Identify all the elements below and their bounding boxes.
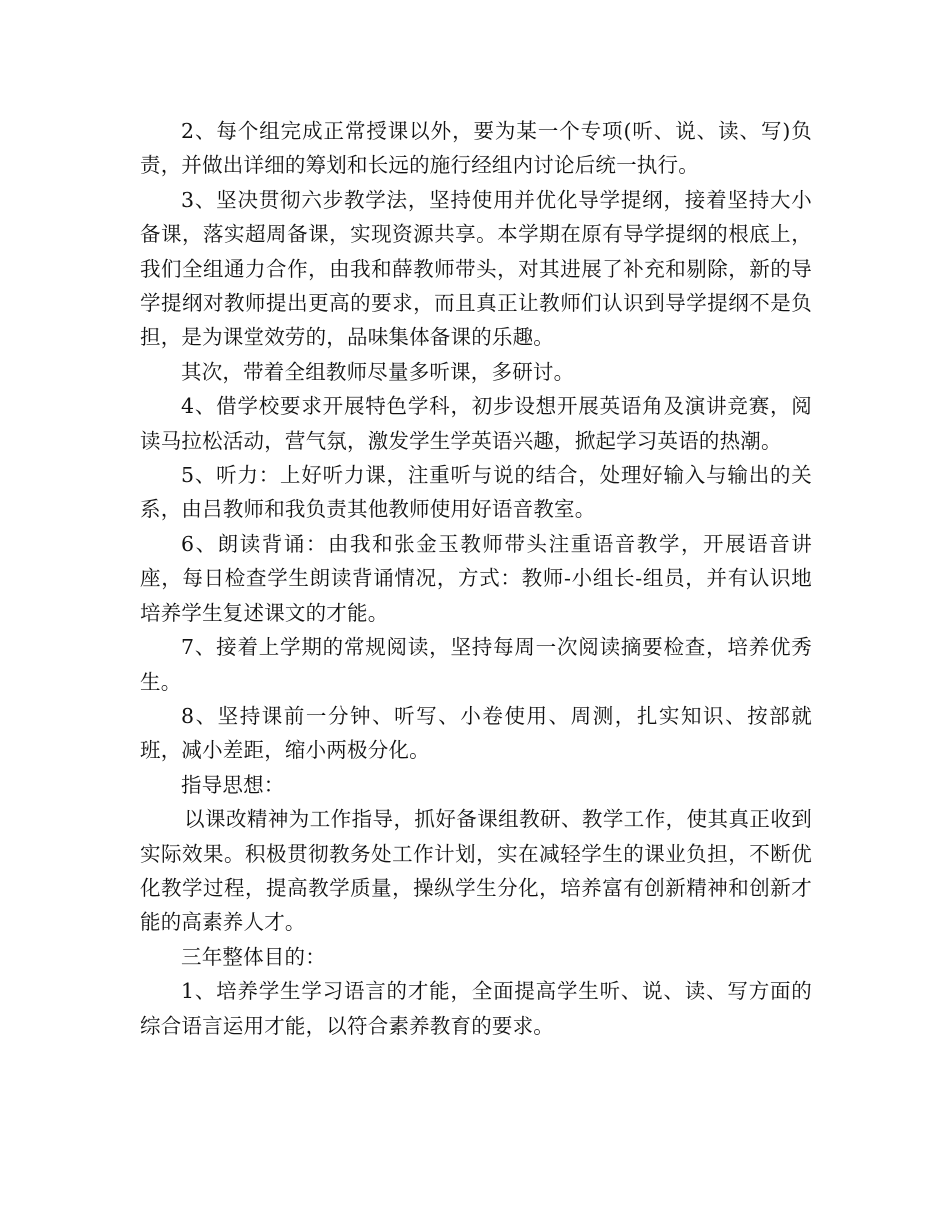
- paragraph-item-6: 6、朗读背诵：由我和张金玉教师带头注重语音教学，开展语音讲座，每日检查学生朗读背诵情况，方式：教师-小组长-组员，并有认识地培养学生复述课文的才能。: [140, 531, 812, 625]
- paragraph-item-7: 7、接着上学期的常规阅读，坚持每周一次阅读摘要检查，培养优秀生。: [140, 635, 812, 694]
- heading-guiding-thought: 指导思想：: [181, 772, 285, 797]
- paragraph-goal-1: 1、培养学生学习语言的才能，全面提高学生听、说、读、写方面的综合语言运用才能，以符合素养教育的要求。: [140, 979, 812, 1038]
- heading-three-year-goal: 三年整体目的：: [181, 944, 326, 969]
- document-page: [140, 114, 812, 1043]
- paragraph-item-4: 4、借学校要求开展特色学科，初步设想开展英语角及演讲竞赛，阅读马拉松活动，营气氛，激发学生学英语兴趣，掀起学习英语的热潮。: [140, 394, 812, 453]
- paragraph-item-8: 8、坚持课前一分钟、听写、小卷使用、周测，扎实知识、按部就班，减小差距，缩小两极分化。: [140, 703, 812, 763]
- paragraph-guiding-thought: 以课改精神为工作指导，抓好备课组教研、教学工作，使其真正收到实际效果。积极贯彻教务处工作计划，实在减轻学生的课业负担，不断优化教学过程，提高教学质量，操纵学生分化，培养富有创新精神和创新才能的高素养人才。: [140, 807, 812, 935]
- paragraph-item-2: 2、每个组完成正常授课以外，要为某一个专项(听、说、读、写)负责，并做出详细的筹划和长远的施行经组内讨论后统一执行。: [140, 119, 812, 178]
- paragraph-item-5: 5、听力：上好听力课，注重听与说的结合，处理好输入与输出的关系，由吕教师和我负责其他教师使用好语音教室。: [140, 463, 812, 522]
- paragraph-item-3: 3、坚决贯彻六步教学法，坚持使用并优化导学提纲，接着坚持大小备课，落实超周备课，实现资源共享。本学期在原有导学提纲的根底上，我们全组通力合作，由我和薛教师带头，对其进展了补充和剔除，新的导学提纲对教师提出更高的要求，而且真正让教师们认识到导学提纲不是负担，是为课堂效劳的，品味集体备课的乐趣。: [140, 187, 812, 350]
- paragraph-secondly: 其次，带着全组教师尽量多听课，多研讨。: [181, 359, 575, 384]
